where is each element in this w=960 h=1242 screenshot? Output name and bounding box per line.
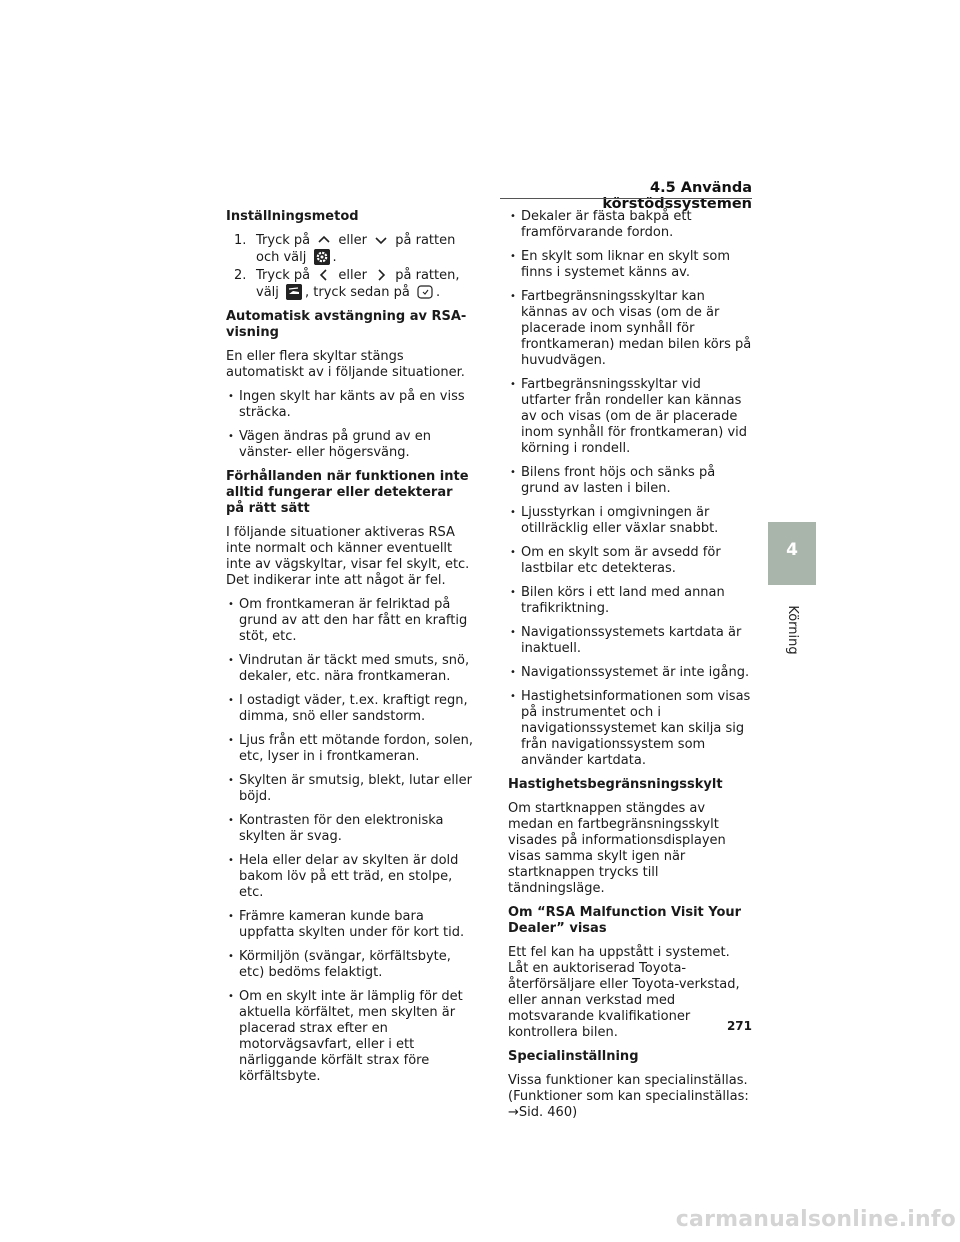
step-1 bbox=[234, 233, 474, 266]
list-item: • I ostadigt väder, t.ex. kraftigt regn, dimma, snö eller sandstorm. bbox=[226, 693, 474, 725]
list-item: • Ljusstyrkan i omgivningen är otillräcklig eller växlar snabbt. bbox=[508, 505, 754, 537]
section-title-customization: Specialinställning bbox=[508, 1049, 639, 1064]
left-column bbox=[226, 209, 474, 1093]
step-number: 2. bbox=[234, 268, 247, 283]
list-item: • Navigationssystemet är inte igång. bbox=[508, 665, 754, 681]
list-item: • Körmiljön (svängar, körfältsbyte, etc) bedöms felaktigt. bbox=[226, 949, 474, 981]
settings-steps bbox=[234, 233, 474, 301]
step-text: eller bbox=[338, 268, 367, 283]
list-item: • Bilen körs i ett land med annan trafikriktning. bbox=[508, 585, 754, 617]
chevron-left-icon bbox=[317, 268, 331, 282]
list-item: • En skylt som liknar en skylt som finns i systemet känns av. bbox=[508, 249, 754, 281]
section-title-conditions: Förhållanden när funktionen inte alltid fungerar eller detekterar på rätt sätt bbox=[226, 469, 469, 516]
list-item: • Kontrasten för den elektroniska skylten är svag. bbox=[226, 813, 474, 845]
list-item: • Hela eller delar av skylten är dold bakom löv på ett träd, en stolpe, etc. bbox=[226, 853, 474, 901]
step-text: . bbox=[332, 250, 337, 265]
chapter-number: 4 bbox=[786, 540, 798, 560]
step-text: på ratten och välj bbox=[256, 233, 456, 265]
conditions-intro: I följande situationer aktiveras RSA inte normalt och känner eventuellt inte av vägskyltar, visar fel skylt, etc. Det indikerar inte att något är fel. bbox=[226, 525, 470, 588]
step-text: eller bbox=[338, 233, 367, 248]
auto-off-list bbox=[226, 389, 474, 461]
running-header: 4.5 Använda körstödssystemen bbox=[602, 180, 752, 212]
chapter-tab bbox=[768, 522, 816, 585]
right-column bbox=[508, 209, 754, 1129]
driver-assist-icon bbox=[286, 284, 302, 300]
chapter-label: Körning bbox=[785, 605, 800, 655]
list-item: • Skylten är smutsig, blekt, lutar eller böjd. bbox=[226, 773, 474, 805]
section-title-speed-sign: Hastighetsbegränsningsskylt bbox=[508, 777, 723, 792]
step-text: Tryck på bbox=[256, 268, 311, 283]
section-title-malfunction: Om “RSA Malfunction Visit Your Dealer” visas bbox=[508, 905, 742, 936]
step-text: på ratten, välj bbox=[256, 268, 460, 300]
section-title-auto-off: Automatisk avstängning av RSA-visning bbox=[226, 309, 467, 340]
speed-sign-text: Om startknappen stängdes av medan en fartbegränsningsskylt visades på informationsdisplayen visas samma skylt igen när startknappen trycks till tändningsläge. bbox=[508, 801, 726, 896]
step-text: , tryck sedan på bbox=[305, 285, 410, 300]
watermark: carmanualsonline.info bbox=[675, 1207, 956, 1232]
list-item: • Vägen ändras på grund av en vänster- eller högersväng. bbox=[226, 429, 474, 461]
list-item: • Ljus från ett mötande fordon, solen, etc, lyser in i frontkameran. bbox=[226, 733, 474, 765]
ok-button-icon bbox=[417, 285, 433, 299]
step-text: Tryck på bbox=[256, 233, 311, 248]
list-item: • Om frontkameran är felriktad på grund av att den har fått en kraftig stöt, etc. bbox=[226, 597, 474, 645]
section-title-settings: Inställningsmetod bbox=[226, 209, 359, 224]
step-2 bbox=[234, 268, 474, 301]
list-item: • Om en skylt inte är lämplig för det aktuella körfältet, men skylten är placerad strax efter en motorvägsavfart, eller i ett närliggande körfält strax före körfältsbyte. bbox=[226, 989, 474, 1085]
list-item: • Navigationssystemets kartdata är inaktuell. bbox=[508, 625, 754, 657]
page-number: 271 bbox=[726, 1019, 752, 1033]
list-item: • Fartbegränsningsskyltar vid utfarter från rondeller kan kännas av och visas (om de är placerade inom synhåll för frontkameran) vid körning i rondell. bbox=[508, 377, 754, 457]
settings-gear-icon bbox=[314, 249, 330, 265]
list-item: • Hastighetsinformationen som visas på instrumentet och i navigationssystemet kan skilja sig från navigationssystem som använder kartdata. bbox=[508, 689, 754, 769]
customization-text bbox=[508, 1073, 754, 1121]
chevron-up-icon bbox=[317, 233, 331, 247]
customization-body: Vissa funktioner kan specialinställas. (Funktioner som kan specialinställas: bbox=[508, 1073, 749, 1104]
list-item: • Fartbegränsningsskyltar kan kännas av och visas (om de är placerade inom synhåll för frontkameran) medan bilen körs på huvudvägen. bbox=[508, 289, 754, 369]
header-rule bbox=[500, 198, 752, 199]
chevron-down-icon bbox=[374, 233, 388, 247]
auto-off-intro: En eller flera skyltar stängs automatiskt av i följande situationer. bbox=[226, 349, 465, 380]
list-item: • Bilens front höjs och sänks på grund av lasten i bilen. bbox=[508, 465, 754, 497]
malfunction-text: Ett fel kan ha uppstått i systemet. Låt en auktoriserad Toyota-återförsäljare eller Toyota-verkstad, eller annan verkstad med motsvarande kvalifikationer kontrollera bilen. bbox=[508, 945, 740, 1040]
step-text: . bbox=[435, 285, 441, 300]
page-reference-link[interactable]: →Sid. 460) bbox=[508, 1105, 578, 1120]
list-item: • Ingen skylt har känts av på en viss sträcka. bbox=[226, 389, 474, 421]
list-item: • Främre kameran kunde bara uppfatta skylten under för kort tid. bbox=[226, 909, 474, 941]
list-item: • Om en skylt som är avsedd för lastbilar etc detekteras. bbox=[508, 545, 754, 577]
step-number: 1. bbox=[234, 233, 247, 248]
chevron-right-icon bbox=[374, 268, 388, 282]
conditions-list bbox=[226, 597, 474, 1085]
list-item: • Vindrutan är täckt med smuts, snö, dekaler, etc. nära frontkameran. bbox=[226, 653, 474, 685]
list-item: • Dekaler är fästa bakpå ett framförvarande fordon. bbox=[508, 209, 754, 241]
conditions-list-continued bbox=[508, 209, 754, 769]
